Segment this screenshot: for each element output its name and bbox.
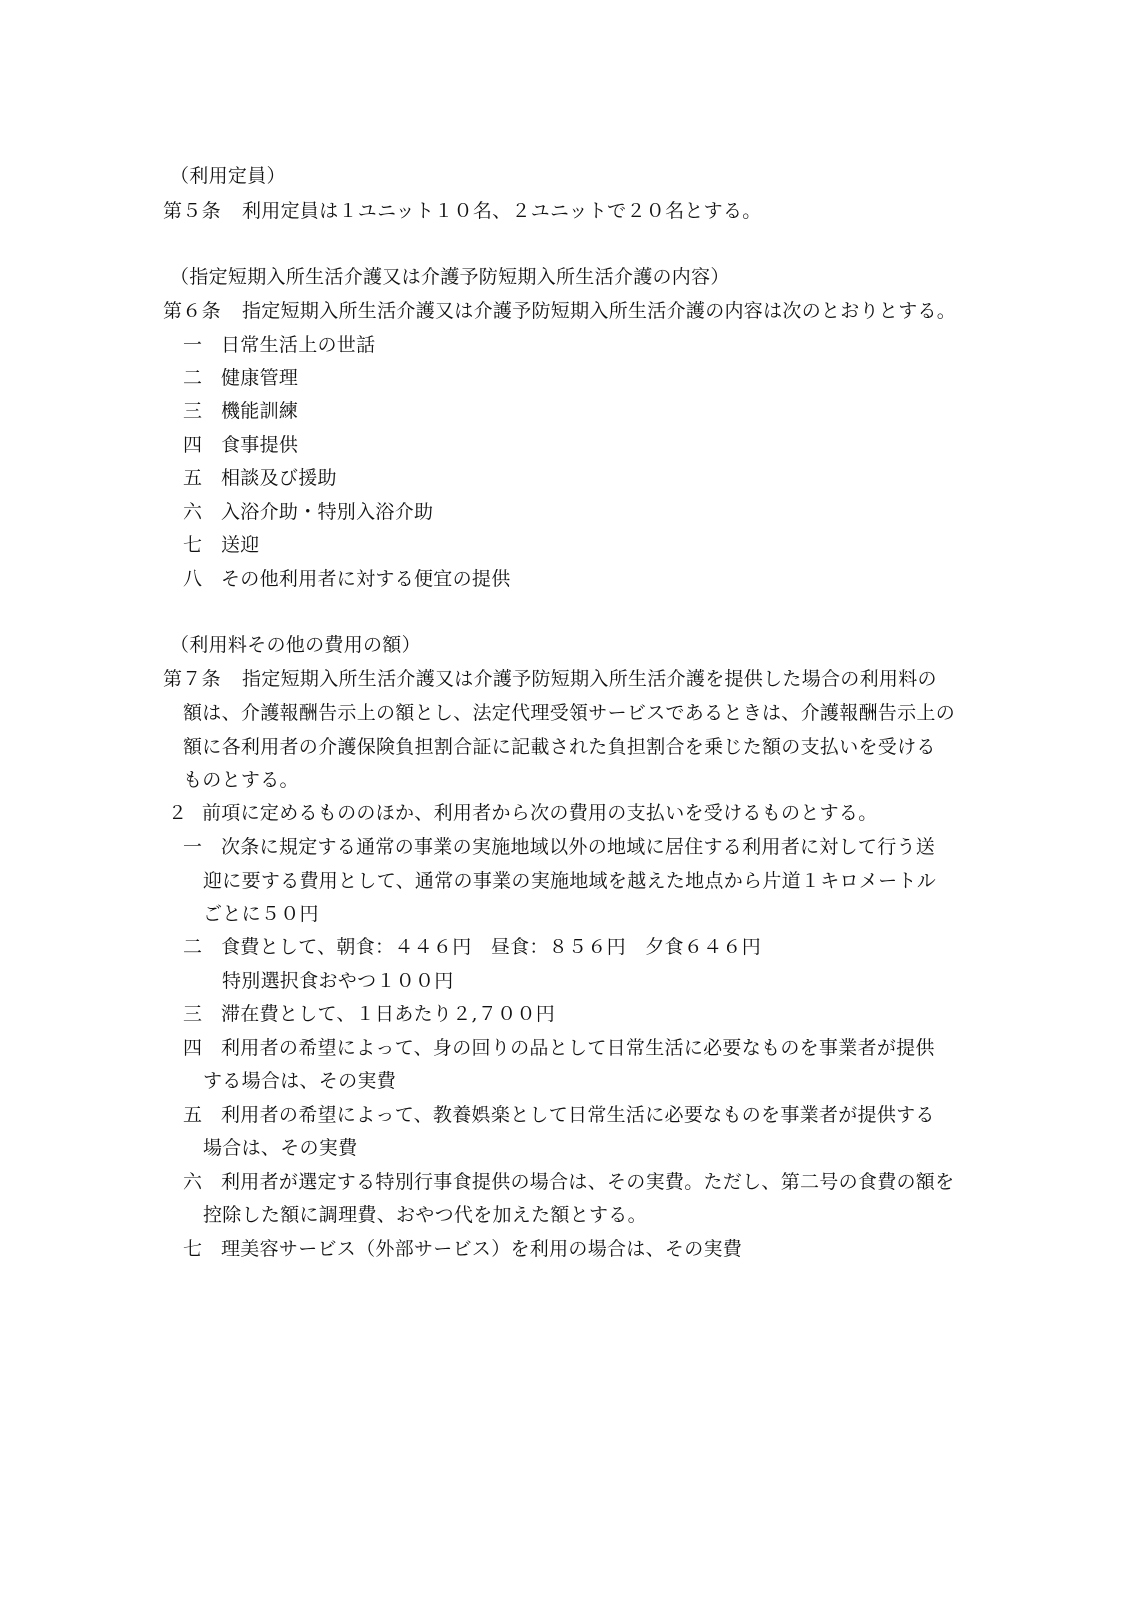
item-text: 次条に規定する通常の事業の実施地域以外の地域に居住する利用者に対して行う送 xyxy=(221,836,936,858)
item-number: 五 xyxy=(183,467,203,489)
item-number: 一 xyxy=(183,836,203,858)
paragraph-text: 前項に定めるもののほか、利用者から次の費用の支払いを受けるものとする。 xyxy=(202,802,878,824)
article-6-item xyxy=(183,332,375,358)
article-7-item xyxy=(183,934,761,960)
article-5-text: 利用定員は１ユニット１０名、２ユニットで２０名とする。 xyxy=(242,200,762,222)
item-number: 八 xyxy=(183,568,203,590)
item-text: 利用者の希望によって、教養娯楽として日常生活に必要なものを事業者が提供する xyxy=(221,1104,935,1126)
item-text: 滞在費として、１日あたり２,７００円 xyxy=(221,1003,556,1025)
item-number: 四 xyxy=(183,434,203,456)
article-6-item xyxy=(183,499,433,525)
item-text-line: 特別選択食おやつ１００円 xyxy=(222,970,454,992)
article-6-item xyxy=(183,432,298,458)
item-number: 三 xyxy=(183,400,203,422)
article-7-text: 指定短期入所生活介護又は介護予防短期入所生活介護を提供した場合の利用料の xyxy=(242,668,937,690)
item-text: 機能訓練 xyxy=(221,400,299,422)
item-text-line: ごとに５０円 xyxy=(203,903,319,925)
article-7-heading: （利用料その他の費用の額） xyxy=(170,634,421,656)
item-number: 一 xyxy=(183,334,203,356)
item-text: 送迎 xyxy=(221,534,260,556)
item-text: 相談及び援助 xyxy=(221,467,337,489)
article-6-item xyxy=(183,465,337,491)
item-number: 二 xyxy=(183,936,203,958)
paragraph-number: ２ xyxy=(168,802,188,824)
article-6-text: 指定短期入所生活介護又は介護予防短期入所生活介護の内容は次のとおりとする。 xyxy=(242,300,957,322)
item-number: 六 xyxy=(183,501,203,523)
article-6-item xyxy=(183,365,298,391)
item-number: 二 xyxy=(183,367,203,389)
item-text-line: 控除した額に調理費、おやつ代を加えた額とする。 xyxy=(203,1204,647,1226)
item-text: 食費として、朝食：４４６円 昼食：８５６円 夕食６４６円 xyxy=(221,936,762,958)
item-text: 利用者の希望によって、身の回りの品として日常生活に必要なものを事業者が提供 xyxy=(221,1037,935,1059)
item-text-line: 場合は、その実費 xyxy=(203,1137,358,1159)
item-text: 入浴介助・特別入浴介助 xyxy=(221,501,434,523)
item-text: 理美容サービス（外部サービス）を利用の場合は、その実費 xyxy=(221,1238,743,1260)
article-7-item xyxy=(183,1236,742,1262)
item-text-line: する場合は、その実費 xyxy=(203,1070,397,1092)
article-7-item xyxy=(183,1169,954,1195)
item-text: その他利用者に対する便宜の提供 xyxy=(221,568,511,590)
article-7-item xyxy=(183,1035,935,1061)
article-7-item xyxy=(183,1001,555,1027)
article-5-number: 第５条 xyxy=(163,200,221,222)
article-6-number: 第６条 xyxy=(163,300,221,322)
item-number: 四 xyxy=(183,1037,203,1059)
article-6-item xyxy=(183,398,298,424)
article-7-text-line: ものとする。 xyxy=(183,769,299,791)
item-number: 七 xyxy=(183,1238,203,1260)
item-text: 利用者が選定する特別行事食提供の場合は、その実費。ただし、第二号の食費の額を xyxy=(221,1171,955,1193)
article-7-text-line: 額は、介護報酬告示上の額とし、法定代理受領サービスであるときは、介護報酬告示上の xyxy=(183,702,956,724)
article-6-item xyxy=(183,532,260,558)
item-text: 食事提供 xyxy=(221,434,299,456)
item-text: 健康管理 xyxy=(221,367,299,389)
item-number: 三 xyxy=(183,1003,203,1025)
item-text-line: 迎に要する費用として、通常の事業の実施地域を越えた地点から片道１キロメートル xyxy=(203,870,937,892)
article-7-item xyxy=(183,1102,935,1128)
article-7-paragraph-2 xyxy=(168,800,878,826)
article-7-item xyxy=(183,834,935,860)
article-7-text-line: 額に各利用者の介護保険負担割合証に記載された負担割合を乗じた額の支払いを受ける xyxy=(183,736,936,758)
item-number: 六 xyxy=(183,1171,203,1193)
item-text: 日常生活上の世話 xyxy=(221,334,376,356)
article-5 xyxy=(163,198,762,224)
item-number: 七 xyxy=(183,534,203,556)
article-7 xyxy=(163,666,937,692)
article-6-item xyxy=(183,566,511,592)
article-7-number: 第７条 xyxy=(163,668,221,690)
article-6 xyxy=(163,298,956,324)
article-5-heading: （利用定員） xyxy=(170,165,286,187)
article-6-heading: （指定短期入所生活介護又は介護予防短期入所生活介護の内容） xyxy=(170,266,730,288)
item-number: 五 xyxy=(183,1104,203,1126)
